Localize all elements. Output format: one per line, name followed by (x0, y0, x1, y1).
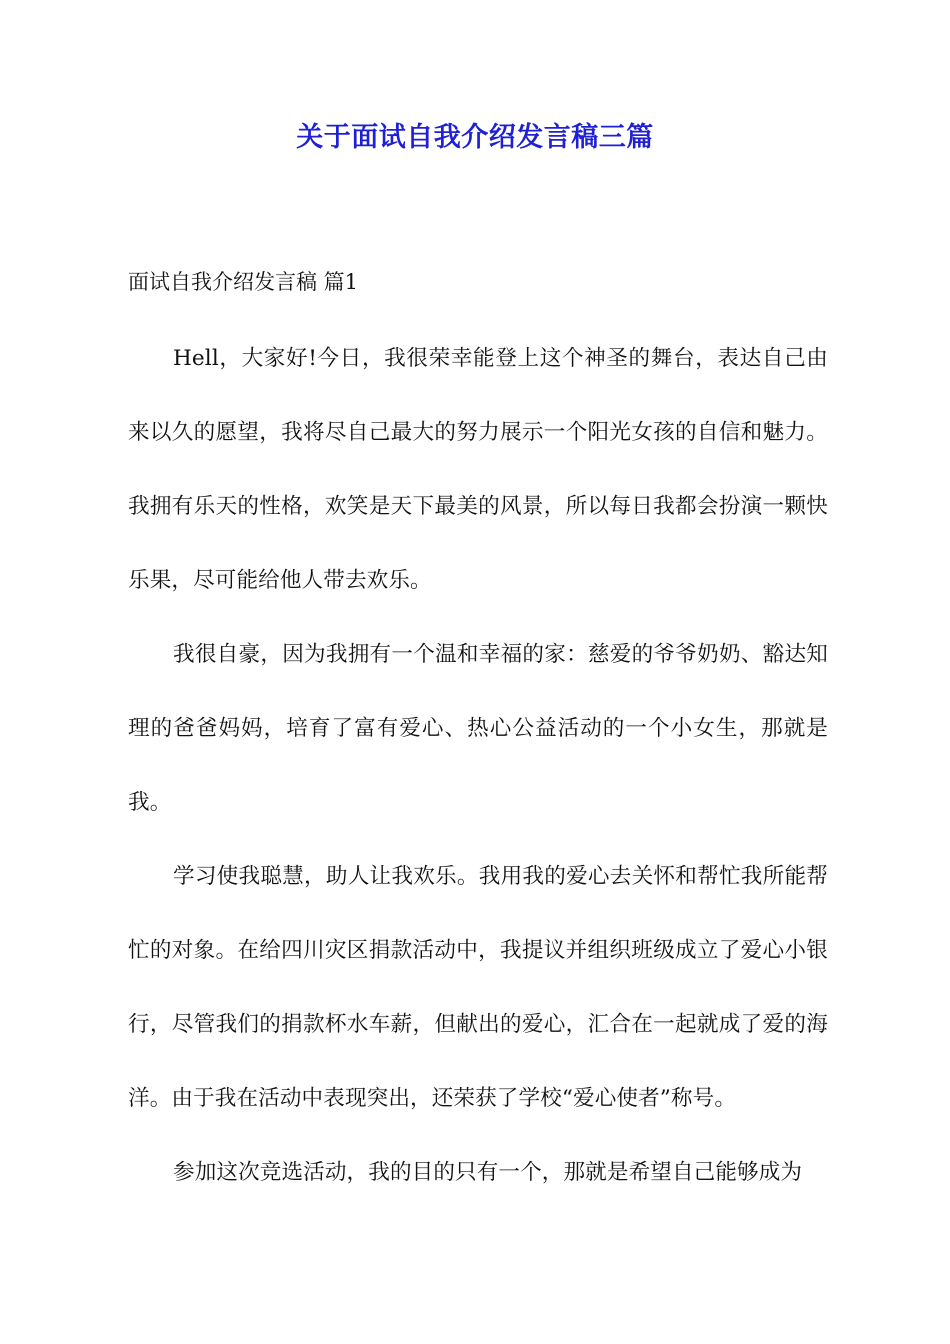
document-title: 关于面试自我介绍发言稿三篇 (296, 122, 654, 153)
section-heading: 面试自我介绍发言稿 篇1 (128, 270, 359, 294)
paragraph-3: 学习使我聪慧，助人让我欢乐。我用我的爱心去关怀和帮忙我所能帮忙的对象。在给四川灾区捐款活动中，我提议并组织班级成立了爱心小银行，尽管我们的捐款杯水车薪，但献出的爱心，汇合在一起就成了爱的海洋。由于我在活动中表现突出，还荣获了学校“爱心使者”称号。 (128, 864, 828, 1111)
paragraph-2: 我很自豪，因为我拥有一个温和幸福的家：慈爱的爷爷奶奶、豁达知理的爸爸妈妈，培育了富有爱心、热心公益活动的一个小女生，那就是我。 (128, 642, 828, 815)
paragraph-1: Hell，大家好!今日，我很荣幸能登上这个神圣的舞台，表达自己由来以久的愿望，我将尽自己最大的努力展示一个阳光女孩的自信和魅力。我拥有乐天的性格，欢笑是天下最美的风景，所以每日我都会扮演一颗快乐果，尽可能给他人带去欢乐。 (128, 346, 828, 593)
paragraph-4: 参加这次竞选活动，我的目的只有一个，那就是希望自己能够成为 (173, 1160, 803, 1185)
